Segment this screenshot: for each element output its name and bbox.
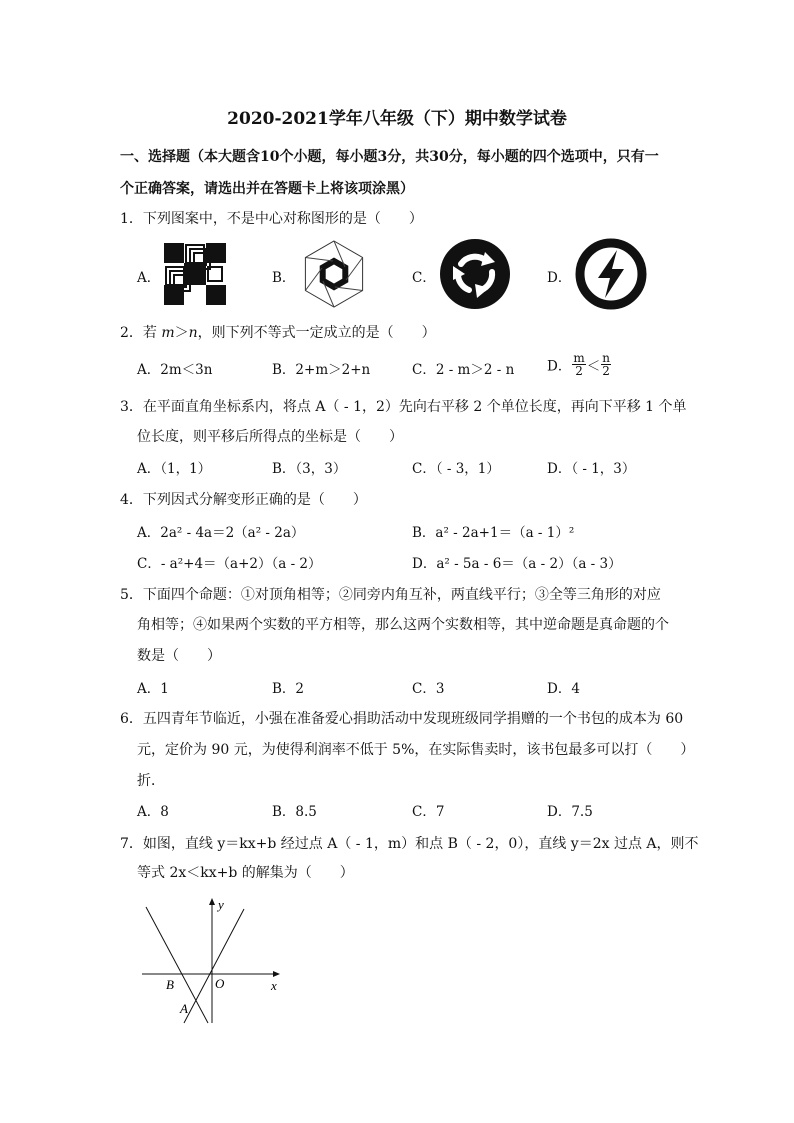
q6-option-b: B．8.5 <box>272 804 317 820</box>
page-title: 2020-2021学年八年级（下）期中数学试卷 <box>227 109 567 129</box>
section-heading-line1: 一、选择题（本大题含10个小题，每小题3分，共30分，每小题的四个选项中，只有一 <box>120 149 659 165</box>
q5-option-b: B．2 <box>272 681 305 697</box>
question-7-line2: 等式 2x＜kx+b 的解集为（ ） <box>137 865 354 881</box>
q2-stem-n: n <box>188 325 198 341</box>
q6-option-d: D．7.5 <box>547 804 593 820</box>
question-4-stem: 4．下列因式分解变形正确的是（ ） <box>120 492 367 508</box>
lightning-bolt-icon <box>574 237 648 311</box>
question-6-line2: 元，定价为 90 元，为使得利润率不低于 5%，在实际售卖时，该书包最多可以打（ ） <box>137 742 695 758</box>
section-heading-line2: 个正确答案，请选出并在答题卡上将该项涂黑） <box>120 181 414 197</box>
y-axis-arrow-icon <box>209 898 215 905</box>
question-5-line2: 角相等；④如果两个实数的平方相等，那么这两个实数相等，其中逆命题是真命题的个 <box>137 617 669 633</box>
line-y-2x <box>184 909 244 1023</box>
question-6-line3: 折． <box>137 773 165 789</box>
question-2-stem <box>120 322 436 342</box>
question-7-line1: 7．如图，直线 y＝kx+b 经过点 A（ - 1，m）和点 B（ - 2，0），直线 y＝2x 过点 A，则不 <box>120 836 699 852</box>
q3-option-b: B．（3，3） <box>272 461 347 477</box>
hexagon-pinwheel-icon <box>300 240 368 308</box>
q6-option-c: C．7 <box>412 804 445 820</box>
q2-stem-post: ，则下列不等式一定成立的是（ ） <box>197 325 436 341</box>
line-y-kx-b <box>146 907 208 1023</box>
q2-stem-m: m <box>161 325 175 341</box>
question-3-line2: 位长度，则平移后所得点的坐标是（ ） <box>137 429 403 445</box>
recycle-arrows-icon <box>439 238 511 310</box>
q5-option-c: C．3 <box>412 681 445 697</box>
point-b-label: B <box>166 977 174 992</box>
q6-option-a: A．8 <box>137 804 169 820</box>
q2-fraction-2 <box>601 352 611 377</box>
x-axis-arrow-icon <box>273 971 280 977</box>
q5-option-a: A．1 <box>137 681 169 697</box>
q4-option-c: C．- a²+4＝（a+2）（a - 2） <box>137 556 322 572</box>
q2-option-d-lt: ＜ <box>586 358 601 375</box>
question-5-line3: 数是（ ） <box>137 648 221 664</box>
q3-option-a: A．（1，1） <box>137 461 212 477</box>
q3-option-c: C．（ - 3，1） <box>412 461 500 477</box>
q2-option-a: A．2m＜3n <box>137 362 213 378</box>
q1-option-b-label: B． <box>272 270 296 286</box>
stacked-squares-icon <box>164 243 226 305</box>
q4-option-d: D．a² - 5a - 6＝（a - 2）（a - 3） <box>412 556 622 572</box>
q2-fraction-1 <box>572 352 585 377</box>
q4-option-a: A．2a² - 4a＝2（a² - 2a） <box>137 525 305 541</box>
point-a-label: A <box>180 1001 188 1016</box>
q1-option-c-label: C． <box>412 270 436 286</box>
q1-option-d-label: D． <box>547 270 572 286</box>
q7-coordinate-graph <box>140 895 285 1025</box>
q2-frac2-den: 2 <box>602 364 610 378</box>
x-axis-label: x <box>271 978 277 993</box>
q1-option-a-label: A． <box>137 270 161 286</box>
question-6-line1: 6．五四青年节临近，小强在准备爱心捐助活动中发现班级同学捐赠的一个书包的成本为 60 <box>120 711 684 727</box>
question-5-line1: 5．下面四个命题：①对顶角相等；②同旁内角互补，两直线平行；③全等三角形的对应 <box>120 587 661 603</box>
y-axis-label: y <box>218 897 224 912</box>
q5-option-d: D．4 <box>547 681 580 697</box>
question-3-line1: 3．在平面直角坐标系内，将点 A（ - 1，2）先向右平移 2 个单位长度，再向下平移 1 个单 <box>120 399 687 415</box>
q2-option-b: B．2+m＞2+n <box>272 362 371 378</box>
q4-option-b: B．a² - 2a+1＝（a - 1）² <box>412 525 575 541</box>
q2-stem-pre: 2．若 <box>120 325 162 341</box>
q2-option-d-label: D． <box>547 358 572 375</box>
q2-frac1-num: m <box>573 351 585 365</box>
q3-option-d: D．（ - 1，3） <box>547 461 636 477</box>
q2-frac2-num: n <box>602 351 610 365</box>
q2-option-c: C．2 - m＞2 - n <box>412 362 515 378</box>
q2-option-d <box>547 352 612 377</box>
origin-label: O <box>215 976 225 991</box>
q2-frac1-den: 2 <box>575 364 583 378</box>
q2-stem-gt: ＞ <box>174 325 189 341</box>
question-1-stem: 1．下列图案中，不是中心对称图形的是（ ） <box>120 211 423 227</box>
